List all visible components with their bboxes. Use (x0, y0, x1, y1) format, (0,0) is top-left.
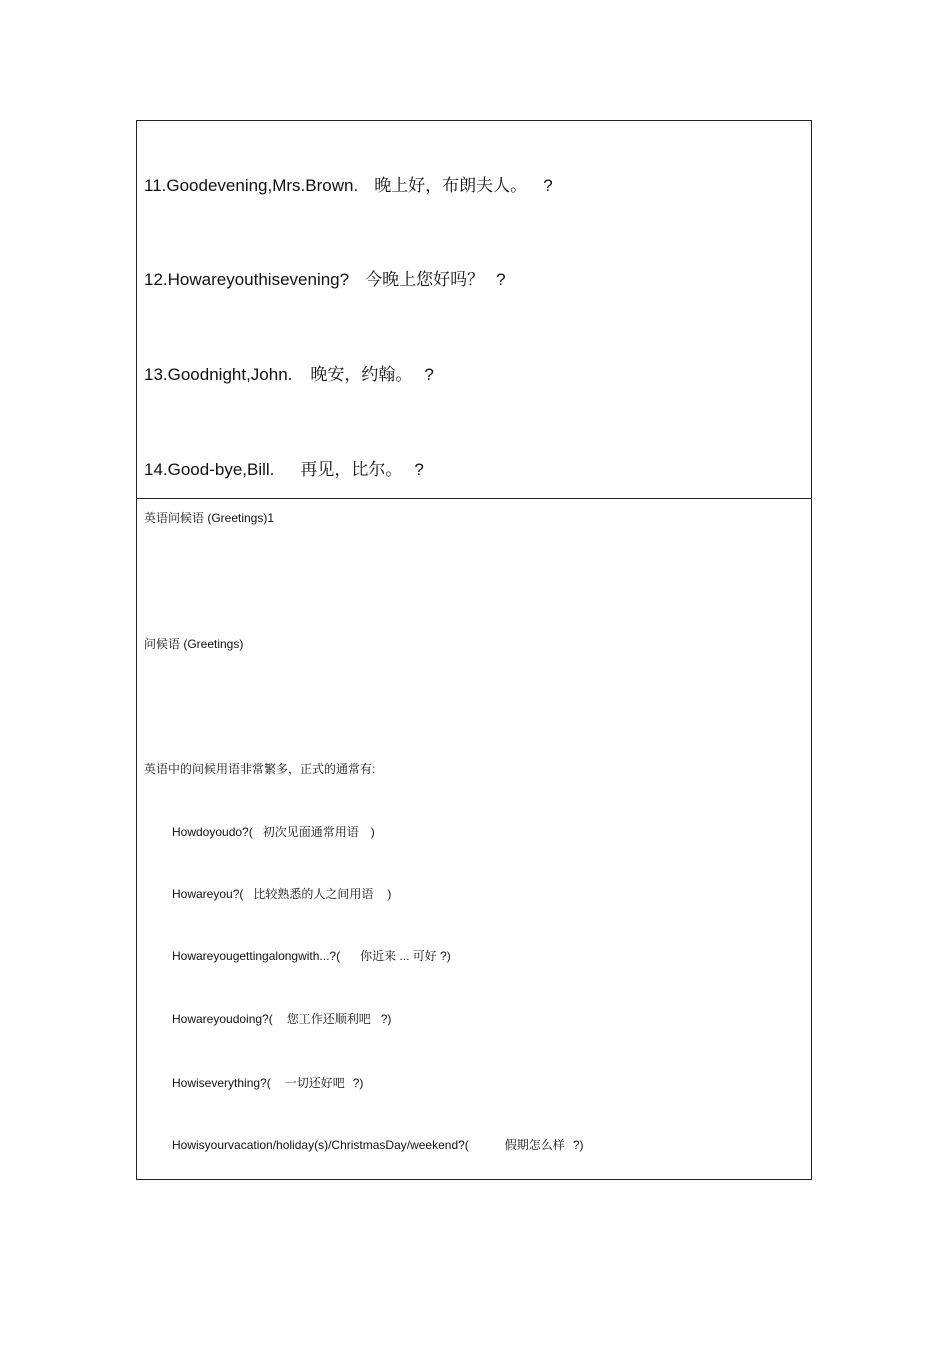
item-en: Howareyou?( (172, 887, 244, 901)
question-mark: ? (414, 460, 424, 479)
greeting-item (172, 823, 375, 840)
item-close: ) (387, 887, 392, 901)
item-zh: 一切还好吧 (284, 1076, 345, 1090)
item-en: Howareyoudoing?( (172, 1012, 273, 1026)
item-zh: 初次见面通常用语 (262, 825, 359, 839)
item-en: Howisyourvacation/holiday(s)/ChristmasDay/weekend?( (172, 1138, 469, 1152)
greeting-en: 11.Goodevening,Mrs.Brown. (144, 176, 359, 195)
document-table (136, 120, 812, 1180)
section-divider (137, 498, 811, 499)
item-zh: 假期怎么样 (504, 1138, 565, 1152)
item-en: Howiseverything?( (172, 1076, 271, 1090)
greeting-line-13 (144, 360, 434, 385)
item-zh: 你近来 ... 可好 ?) (360, 949, 451, 963)
item-zh: 比较熟悉的人之间用语 (253, 887, 374, 901)
greeting-zh: 晚安，约翰。 (310, 365, 413, 384)
question-mark: ? (543, 176, 553, 195)
greeting-item (172, 885, 391, 902)
question-mark: ? (496, 270, 506, 289)
intro-text: 英语中的问候用语非常繁多，正式的通常有: (144, 762, 376, 776)
greeting-zh: 晚上好，布朗夫人。 (374, 176, 528, 195)
section-subheading: 问候语 (Greetings) (144, 637, 244, 651)
greeting-zh: 再见，比尔。 (300, 460, 403, 479)
item-zh: 您工作还顺利吧 (286, 1012, 371, 1026)
item-en: Howdoyoudo?( (172, 825, 253, 839)
item-close: ) (370, 825, 375, 839)
item-close: ?) (572, 1138, 584, 1152)
item-close: ?) (380, 1012, 392, 1026)
greeting-zh: 今晚上您好吗？ (365, 270, 485, 289)
greeting-line-12 (144, 265, 506, 290)
greeting-line-14 (144, 455, 424, 480)
greeting-item (172, 947, 451, 964)
section-heading: 英语问候语 (Greetings)1 (144, 511, 275, 525)
greeting-line-11 (144, 171, 553, 196)
item-close: ?) (352, 1076, 364, 1090)
greeting-item (172, 1010, 391, 1027)
question-mark: ? (424, 365, 434, 384)
greeting-item (172, 1136, 583, 1153)
greeting-item (172, 1074, 363, 1091)
greeting-en: 12.Howareyouthisevening? (144, 270, 350, 289)
greeting-en: 13.Goodnight,John. (144, 365, 293, 384)
greeting-en: 14.Good-bye,Bill. (144, 460, 275, 479)
item-en: Howareyougettingalongwith...?( (172, 949, 341, 963)
